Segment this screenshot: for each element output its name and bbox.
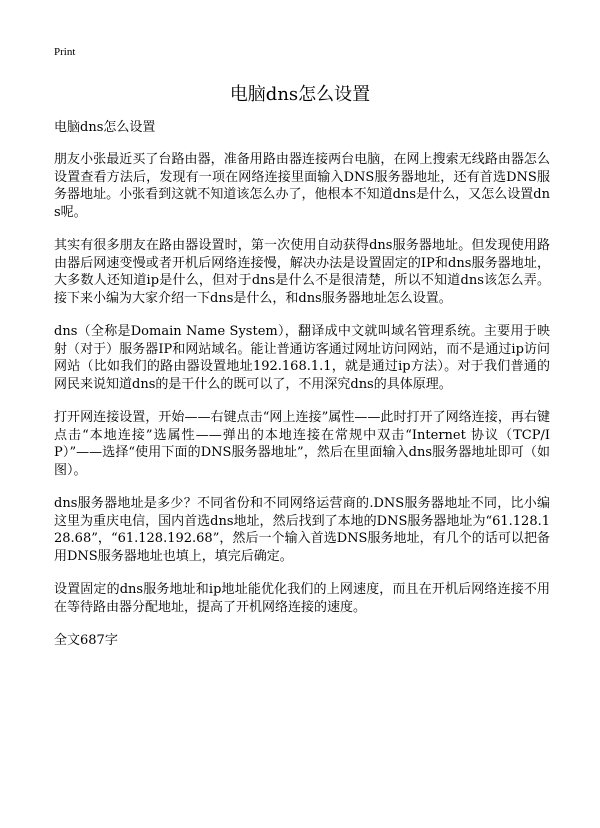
paragraph-dns-address: dns服务器地址是多少？不同省份和不同网络运营商的.DNS服务器地址不同，比小编这里为重庆电信，国内首选dns地址，然后找到了本地的DNS服务器地址为“61.128.128.68”，“61.128.192.68”，然后一个输入首选DNS服务地址，有几个的话可以把备用DNS服务器地址也填上，填完后确定。 <box>54 496 550 564</box>
paragraph-problem: 其实有很多朋友在路由器设置时，第一次使用自动获得dns服务器地址。但发现使用路由器后网速变慢或者开机后网络连接慢，解决办法是设置固定的IP和dns服务器地址，大多数人还知道ip是什么，但对于dns是什么不是很清楚，所以不知道dns该怎么弄。接下来小编为大家介绍一下dns是什么，和dns服务器地址怎么设置。 <box>54 238 550 306</box>
word-count: 全文687字 <box>54 633 118 648</box>
page-title: 电脑dns怎么设置 <box>229 84 371 105</box>
paragraph-conclusion: 设置固定的dns服务地址和ip地址能优化我们的上网速度，而且在开机后网络连接不用在等待路由器分配地址，提高了开机网络连接的速度。 <box>54 582 550 615</box>
paragraph-dns-definition: dns（全称是Domain Name System），翻译成中文就叫域名管理系统。主要用于映射（对于）服务器IP和网站域名。能让普通访客通过网址访问网站，而不是通过ip访问网站（比如我们的路由器设置地址192.168.1.1，就是通过ip方法）。对于我们普通的网民来说知道dns的是干什么的既可以了，不用深究dns的具体原理。 <box>54 324 550 392</box>
paragraph-setup-steps: 打开网连接设置，开始——右键点击“网上连接”属性——此时打开了网络连接，再右键点击“本地连接”选属性——弹出的本地连接在常规中双击“Internet 协议（TCP/IP）”——选择“使用下面的DNS服务器地址”，然后在里面输入dns服务器地址即可（如图）。 <box>54 410 550 478</box>
article-subtitle: 电脑dns怎么设置 <box>54 120 156 135</box>
print-label: Print <box>54 46 76 58</box>
paragraph-intro: 朋友小张最近买了台路由器，准备用路由器连接两台电脑，在网上搜索无线路由器怎么设置查看方法后，发现有一项在网络连接里面输入DNS服务器地址，还有首选DNS服务器地址。小张看到这就不知道该怎么办了，他根本不知道dns是什么，又怎么设置dns呢。 <box>54 152 550 220</box>
article-body <box>54 119 550 650</box>
